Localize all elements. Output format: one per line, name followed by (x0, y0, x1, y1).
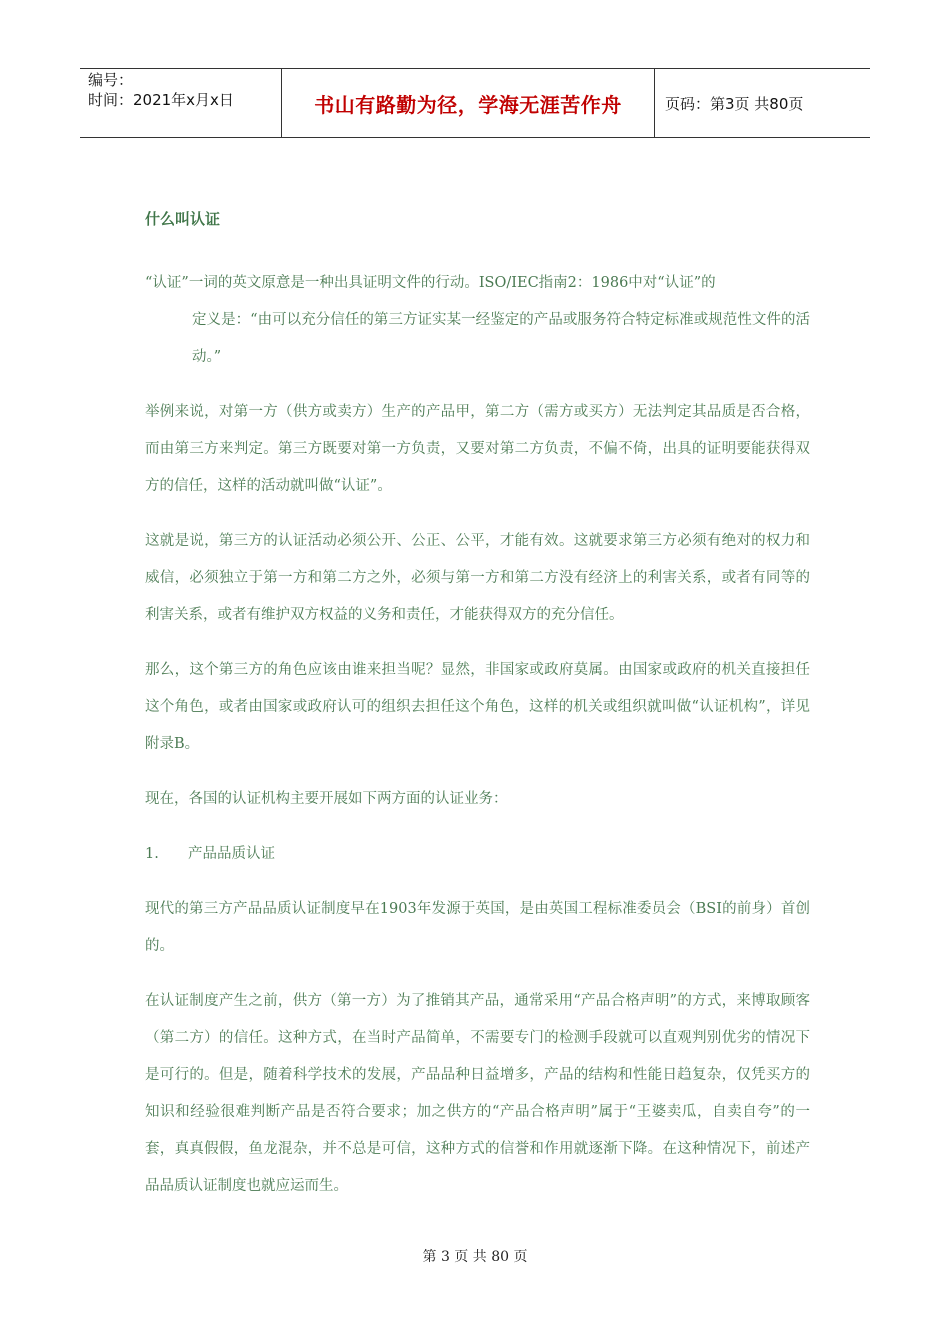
paragraph: 这就是说，第三方的认证活动必须公开、公正、公平，才能有效。这就要求第三方必须有绝对的权力和威信，必须独立于第一方和第二方之外，必须与第一方和第二方没有经济上的利害关系，或者有同等的利害关系，或者有维护双方权益的义务和责任，才能获得双方的充分信任。 (145, 533, 810, 623)
paragraph: 现代的第三方产品品质认证制度早在1903年发源于英国，是由英国工程标准委员会（BSI的前身）首创的。 (145, 901, 810, 954)
list-item (145, 836, 810, 873)
list-text: 产品品质认证 (188, 846, 275, 862)
number-label: 编号： (88, 71, 134, 89)
header-meta (80, 69, 282, 137)
definition-first-line: “认证”一词的英文原意是一种出具证明文件的行动。ISO/IEC指南2：1986中对“认证”的 (145, 275, 716, 291)
time-label: 时间：2021年x月x日 (88, 91, 234, 109)
page-footer: 第 3 页 共 80 页 (422, 1249, 528, 1265)
list-number: 1. (145, 846, 159, 862)
definition-paragraph (145, 265, 810, 376)
paragraph: 现在，各国的认证机构主要开展如下两方面的认证业务： (145, 791, 508, 807)
document-body (145, 208, 810, 1223)
paragraph: 举例来说，对第一方（供方或卖方）生产的产品甲，第二方（需方或买方）无法判定其品质是否合格，而由第三方来判定。第三方既要对第一方负责，又要对第二方负责，不偏不倚，出具的证明要能获得双方的信任，这样的活动就叫做“认证”。 (145, 404, 810, 494)
header-motto: 书山有路勤为径，学海无涯苦作舟 (282, 69, 655, 137)
header-page-info: 页码：第3页 共80页 (665, 94, 804, 113)
page-header (80, 68, 870, 138)
paragraph: 在认证制度产生之前，供方（第一方）为了推销其产品，通常采用“产品合格声明”的方式，来博取顾客（第二方）的信任。这种方式，在当时产品简单，不需要专门的检测手段就可以直观判别优劣的情况下是可行的。但是，随着科学技术的发展，产品品种日益增多，产品的结构和性能日趋复杂，仅凭买方的知识和经验很难判断产品是否符合要求；加之供方的“产品合格声明”属于“王婆卖瓜，自卖自夸”的一套，真真假假，鱼龙混杂，并不总是可信，这种方式的信誉和作用就逐渐下降。在这种情况下，前述产品品质认证制度也就应运而生。 (145, 993, 810, 1194)
paragraph: 那么，这个第三方的角色应该由谁来担当呢？显然，非国家或政府莫属。由国家或政府的机关直接担任这个角色，或者由国家或政府认可的组织去担任这个角色，这样的机关或组织就叫做“认证机构”，详见附录B。 (145, 662, 810, 752)
definition-rest: 定义是：“由可以充分信任的第三方证实某一经鉴定的产品或服务符合特定标准或规范性文件的活动。” (192, 312, 810, 365)
section-title: 什么叫认证 (145, 210, 221, 228)
